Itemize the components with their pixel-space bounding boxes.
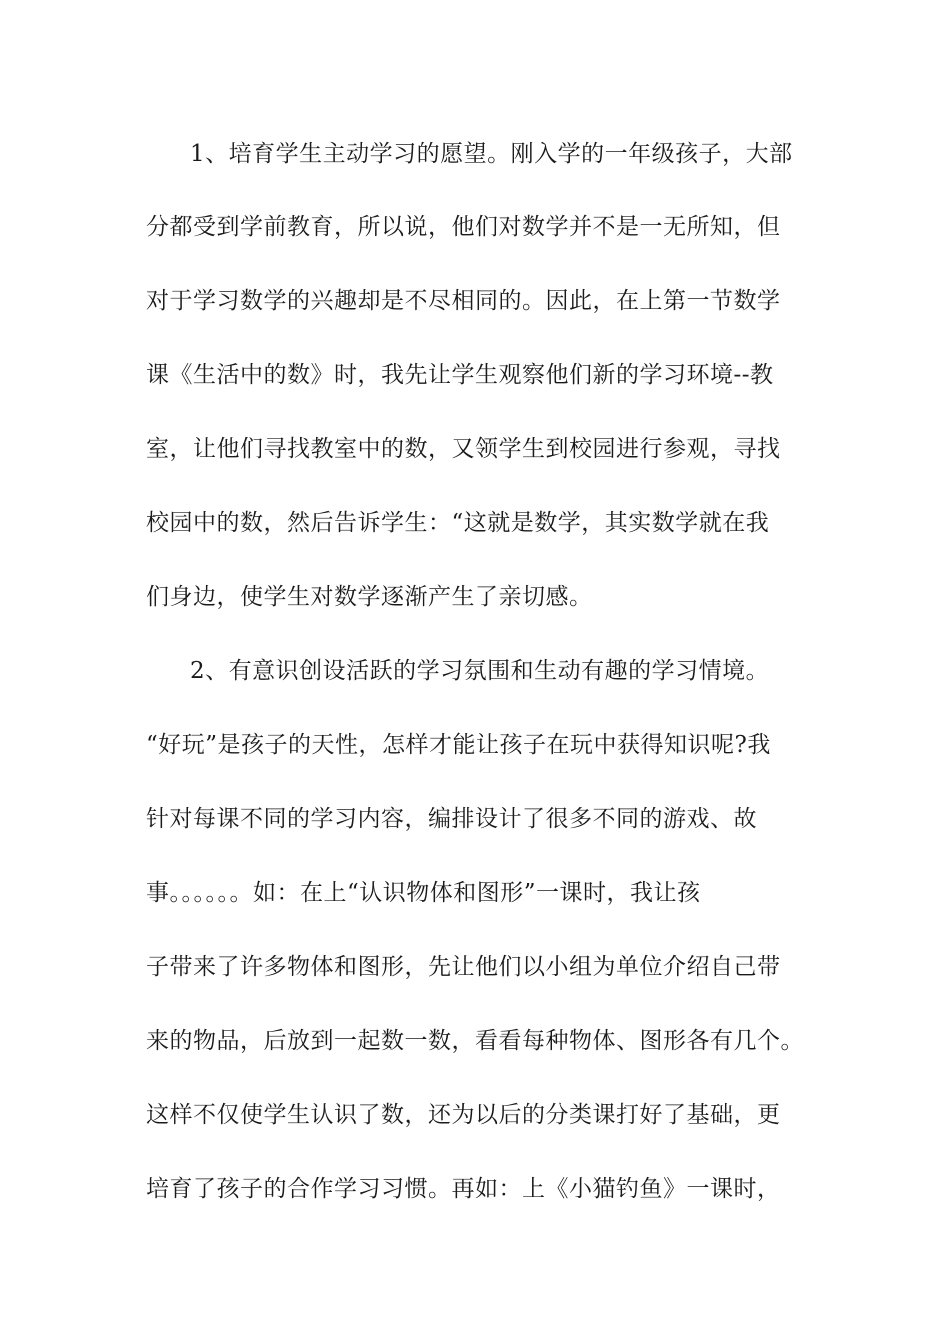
paragraph-1-line-7: 们身边，使学生对数学逐渐产生了亲切感。 — [146, 584, 593, 610]
paragraph-1-line-5: 室，让他们寻找教室中的数，又领学生到校园进行参观，寻找 — [146, 436, 781, 462]
paragraph-2-line-6: 来的物品，后放到一起数一数，看看每种物体、图形各有几个。 — [146, 1028, 804, 1054]
paragraph-1-line-6: 校园中的数，然后告诉学生：“这就是数学，其实数学就在我 — [146, 510, 770, 536]
paragraph-1-line-1: 1、培育学生主动学习的愿望。刚入学的一年级孩子，大部 — [190, 141, 793, 167]
paragraph-2-line-7: 这样不仅使学生认识了数，还为以后的分类课打好了基础，更 — [146, 1102, 781, 1128]
paragraph-1-line-2: 分都受到学前教育，所以说，他们对数学并不是一无所知，但 — [146, 214, 781, 240]
paragraph-2-line-2: “好玩”是孩子的天性，怎样才能让孩子在玩中获得知识呢?我 — [146, 732, 771, 758]
paragraph-1-line-4: 课《生活中的数》时，我先让学生观察他们新的学习环境--教 — [146, 362, 774, 388]
paragraph-2-line-8: 培育了孩子的合作学习习惯。再如：上《小猫钓鱼》一课时， — [146, 1176, 781, 1202]
paragraph-2-line-3: 针对每课不同的学习内容，编排设计了很多不同的游戏、故 — [146, 806, 757, 832]
paragraph-2-line-1: 2、有意识创设活跃的学习氛围和生动有趣的学习情境。 — [190, 658, 770, 684]
paragraph-2-line-5: 子带来了许多物体和图形，先让他们以小组为单位介绍自己带 — [146, 954, 781, 980]
paragraph-1-line-3: 对于学习数学的兴趣却是不尽相同的。因此，在上第一节数学 — [146, 288, 781, 314]
paragraph-2-line-4: 事。。。。。。如：在上“认识物体和图形”一课时，我让孩 — [146, 880, 701, 906]
